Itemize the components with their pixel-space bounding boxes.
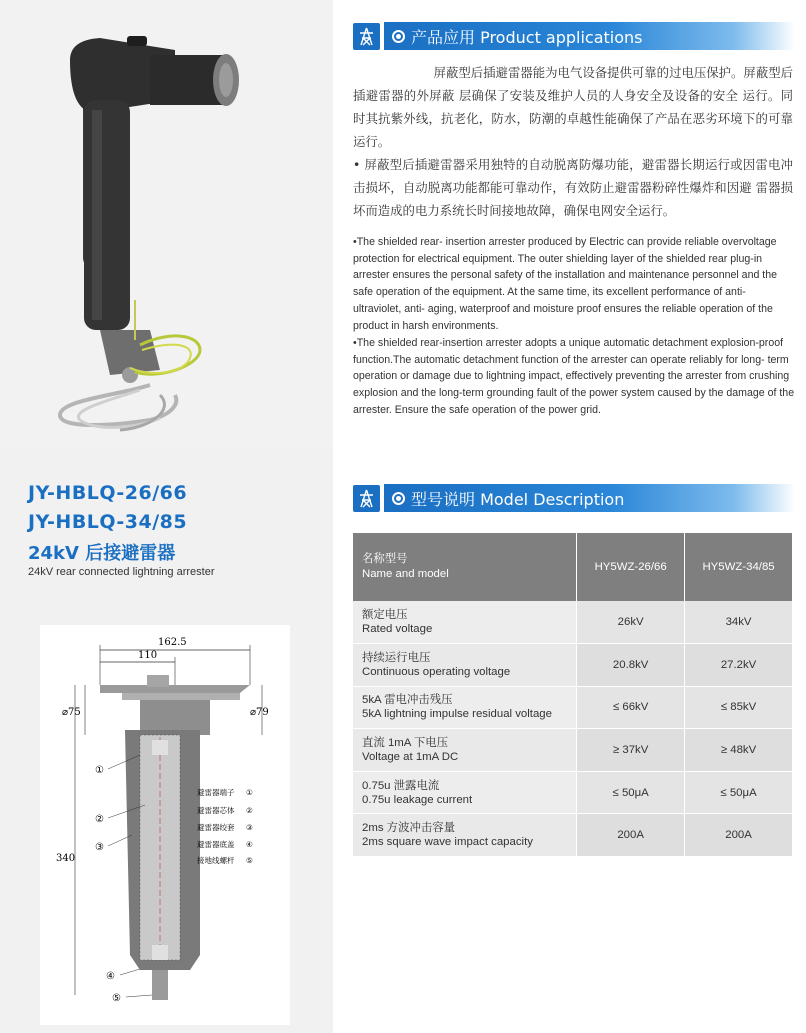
row-label-cn: 5kA 雷电冲击残压 (362, 694, 453, 707)
row-value-1: 200A (577, 814, 685, 857)
legend-num-5: ⑤ (246, 856, 253, 865)
spec-table-header (353, 533, 793, 601)
header-name-cn: 名称型号 (362, 553, 408, 565)
applications-title: 产品应用 Product applications (411, 27, 643, 47)
callout-5: ⑤ (112, 993, 121, 1004)
model-title-2: JY-HBLQ-34/85 (28, 511, 188, 533)
callout-3: ③ (95, 842, 104, 853)
row-value-2: 27.2kV (685, 644, 793, 687)
left-column (0, 0, 333, 1033)
applications-en-paragraph-2: •The shielded rear-insertion arrester adopts a unique automatic detachment explosion-proof function.The automatic detachment function of the arrester can operate reliably for long- term operation or damage due to lightning impact, effectively preventing the arrester from crushing explosion and the long-term grounding fault of the power system caused by the damage of the arrester. Ensure the safe operation of the power grid. (353, 337, 795, 416)
applications-en-paragraph-1: •The shielded rear- insertion arrester produced by Electric can provide reliable overvoltage protection for electrical equipment. The outer shielding layer of the shielded rear plug-in arrester ensures the personal safety of the installation and maintenance personnel and the safe operation of the equipment. At the same time, its excellent performance of anti- ultraviolet, anti- aging, waterproof and moisture proof ensures the reliable operation of the product in harsh environments. (353, 236, 778, 332)
row-label-cn: 2ms 方波冲击容量 (362, 822, 456, 835)
legend-num-2: ② (246, 806, 253, 815)
table-row (353, 644, 793, 687)
applications-header (353, 22, 795, 50)
model-title-1: JY-HBLQ-26/66 (28, 482, 188, 504)
product-name-en: 24kV rear connected lightning arrester (28, 566, 215, 578)
dim-right-dia: ⌀79 (250, 707, 269, 718)
model-description-header (353, 484, 795, 512)
header-name (353, 533, 577, 601)
row-label-en: 5kA lightning impulse residual voltage (362, 708, 552, 721)
dim-top: 162.5 (158, 637, 187, 648)
row-value-1: 26kV (577, 601, 685, 644)
row-label-en: 0.75u leakage current (362, 793, 473, 806)
tower-icon (353, 485, 380, 512)
dim-height: 340 (56, 853, 76, 864)
legend-label-5: 接地线螺杆 (197, 856, 235, 865)
table-row (353, 771, 793, 814)
row-label-en: Voltage at 1mA DC (362, 751, 459, 764)
row-value-2: 34kV (685, 601, 793, 644)
table-row (353, 686, 793, 729)
table-row (353, 729, 793, 772)
row-label-en: Continuous operating voltage (362, 665, 511, 678)
applications-cn-paragraph-1: 屏蔽型后插避雷器能为电气设备提供可靠的过电压保护。屏蔽型后插避雷器的外屏蔽 层确保了安装及维护人员的人身安全及设备的安全 运行。同时其抗紫外线，抗老化，防水，防潮的卓越性能确保了产品在恶劣环境下的可靠运行。 (353, 65, 793, 149)
legend-label-1: 避雷器端子 (197, 788, 235, 797)
dim-inner: 110 (138, 650, 158, 661)
ring-icon (392, 30, 405, 43)
row-label-cn: 额定电压 (362, 609, 408, 622)
table-row (353, 814, 793, 857)
row-value-2: ≤ 50μA (685, 771, 793, 814)
tower-icon (353, 23, 380, 50)
row-value-1: ≤ 66kV (577, 686, 685, 729)
legend-num-3: ③ (246, 823, 253, 832)
header-model-2: HY5WZ-34/85 (685, 533, 793, 601)
row-value-2: ≤ 85kV (685, 686, 793, 729)
row-value-2: 200A (685, 814, 793, 857)
callout-4: ④ (106, 971, 115, 982)
row-label-cn: 0.75u 泄露电流 (362, 779, 440, 792)
row-value-1: ≤ 50μA (577, 771, 685, 814)
product-name-cn: 24kV 后接避雷器 (28, 543, 176, 564)
legend-label-2: 避雷器芯体 (197, 806, 235, 815)
row-value-1: ≥ 37kV (577, 729, 685, 772)
legend-num-1: ① (246, 788, 253, 797)
technical-drawing (40, 625, 290, 1025)
row-label-en: 2ms square wave impact capacity (362, 836, 533, 849)
legend-num-4: ④ (246, 840, 253, 849)
model-description-title: 型号说明 Model Description (411, 489, 625, 509)
table-row (353, 601, 793, 644)
ring-icon (392, 492, 405, 505)
row-value-2: ≥ 48kV (685, 729, 793, 772)
legend-label-3: 避雷器绞套 (197, 823, 235, 832)
row-label-cn: 直流 1mA 下电压 (362, 737, 449, 750)
legend-label-4: 避雷器底盖 (197, 840, 235, 849)
right-column (333, 0, 806, 1033)
header-model-1: HY5WZ-26/66 (577, 533, 685, 601)
callout-1: ① (95, 765, 104, 776)
callout-2: ② (95, 814, 104, 825)
dim-left-dia: ⌀75 (62, 707, 81, 718)
row-label-en: Rated voltage (362, 623, 433, 636)
header-name-en: Name and model (362, 568, 449, 580)
spec-table (353, 533, 793, 857)
row-label-cn: 持续运行电压 (362, 651, 431, 664)
applications-cn-paragraph-2: • 屏蔽型后插避雷器采用独特的自动脱离防爆功能，避雷器长期运行或因雷电冲击损坏，自动脱离功能都能可靠动作，有效防止避雷器粉碎性爆炸和因避 雷器损坏而造成的电力系统长时间接地故障，确保电网安全运行。 (353, 157, 793, 218)
product-photo (0, 0, 333, 450)
row-value-1: 20.8kV (577, 644, 685, 687)
